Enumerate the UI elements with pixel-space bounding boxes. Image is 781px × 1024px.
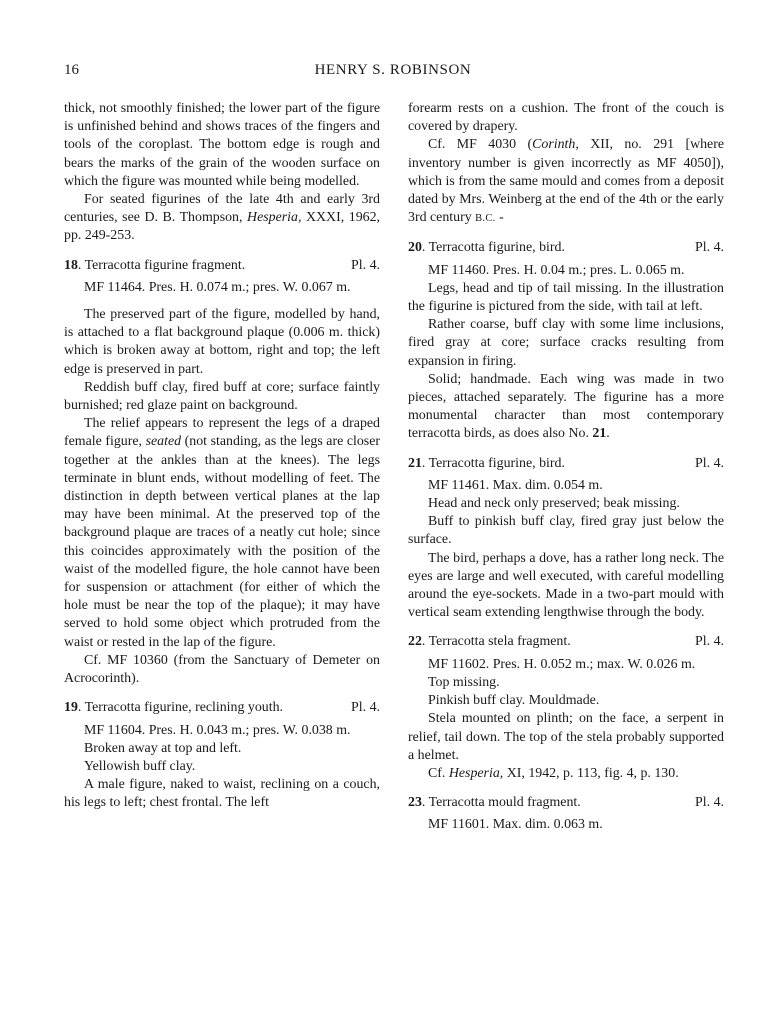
catalogue-heading-21: 21. Terracotta figurine, bird. Pl. 4. xyxy=(408,455,724,473)
page-header xyxy=(64,62,722,86)
catalogue-heading-23: 23. Terracotta mould fragment. Pl. 4. xyxy=(408,794,724,812)
plate-reference: Pl. 4. xyxy=(695,240,724,256)
entry-number: 22 xyxy=(408,634,422,650)
paragraph: The bird, perhaps a dove, has a rather long neck. The eyes are large and well executed, with careful modelling around the eye-sockets. Made in a two-part mould with vertical seam extending lengthwise through the body. xyxy=(408,550,724,621)
paragraph: Legs, head and tip of tail missing. In the illustration the figurine is pictured from the side, with tail at left. xyxy=(408,280,724,315)
paragraph: The preserved part of the figure, modelled by hand, is attached to a flat background plaque (0.006 m. thick) which is broken away at bottom, right and top; the left edge is preserved in part. xyxy=(64,307,380,377)
catalogue-heading-18: 18. Terracotta figurine fragment. Pl. 4. xyxy=(64,257,380,275)
catalogue-heading-20: 20. Terracotta figurine, bird. Pl. 4. xyxy=(408,239,724,257)
inventory-line: MF 11601. Max. dim. 0.063 m. xyxy=(428,817,603,833)
paragraph: Top missing. xyxy=(428,674,500,690)
inventory-line: MF 11602. Pres. H. 0.052 m.; max. W. 0.026 m. xyxy=(428,656,696,672)
entry-number: 18 xyxy=(64,257,78,273)
inventory-line: MF 11461. Max. dim. 0.054 m. xyxy=(428,477,603,493)
inventory-line: MF 11464. Pres. H. 0.074 m.; pres. W. 0.067 m. xyxy=(84,279,351,295)
cross-reference: Cf. MF 4030 (Corinth, XII, no. 291 [where inventory number is given incorrectly as MF 4050]), which is from the same mould and comes from a deposit dated by Mrs. Weinberg at the end of the 4th or the early 3rd century B.C. - xyxy=(408,137,725,226)
left-column xyxy=(64,100,380,813)
cross-reference: Cf. Hesperia, XI, 1942, p. 113, fig. 4, p. 130. xyxy=(428,765,679,781)
paragraph: thick, not smoothly finished; the lower part of the figure is unfinished behind and shows traces of the fingers and tools of the coroplast. The bottom edge is rough and bears the marks of the grain of the wooden surface on which the figure was mounted while being modelled. xyxy=(64,101,380,189)
plate-reference: Pl. 4. xyxy=(695,634,724,650)
catalogue-heading-19: 19. Terracotta figurine, reclining youth. Pl. 4. xyxy=(64,699,380,717)
plate-reference: Pl. 4. xyxy=(351,257,380,273)
inventory-line: MF 11460. Pres. H. 0.04 m.; pres. L. 0.065 m. xyxy=(428,262,685,278)
plate-reference: Pl. 4. xyxy=(695,795,724,811)
paragraph: Pinkish buff clay. Mouldmade. xyxy=(428,693,600,709)
paragraph: Head and neck only preserved; beak missing. xyxy=(428,496,680,512)
inventory-line: MF 11604. Pres. H. 0.043 m.; pres. W. 0.038 m. xyxy=(84,722,351,738)
paragraph: Solid; handmade. Each wing was made in two pieces, attached separately. The figurine has a more monumental character than most contemporary terracotta birds, as does also No. 21. xyxy=(408,371,724,442)
catalogue-heading-22: 22. Terracotta stela fragment. Pl. 4. xyxy=(408,633,724,651)
paragraph: Yellowish buff clay. xyxy=(84,758,196,774)
paragraph: A male figure, naked to waist, reclining on a couch, his legs to left; chest frontal. The left xyxy=(64,777,380,811)
paragraph: For seated figurines of the late 4th and early 3rd centuries, see D. B. Thompson, Hesperia, XXXI, 1962, pp. 249-253. xyxy=(64,192,380,244)
entry-number: 23 xyxy=(408,795,422,811)
paragraph: Stela mounted on plinth; on the face, a serpent in relief, tail down. The top of the stela probably supported a helmet. xyxy=(408,711,724,763)
plate-reference: Pl. 4. xyxy=(351,700,380,716)
paragraph: Reddish buff clay, fired buff at core; surface faintly burnished; red glaze paint on background. xyxy=(64,379,380,414)
paragraph: Rather coarse, buff clay with some lime inclusions, fired gray at core; surface cracks resulting from expansion in firing. xyxy=(408,317,724,369)
paragraph: forearm rests on a cushion. The front of the couch is covered by drapery. xyxy=(408,101,724,135)
paragraph: The relief appears to represent the legs of a draped female figure, seated (not standing, as the legs are closer together at the ankles than at the knees). The legs terminate in blunt ends, without modelling of feet. The distinction in depth between vertical planes at the lap may have been minimal. At the preserved top of the background plaque are traces of a neatly cut hole; since this coincides approximately with the position of the waist of the modelled figure, the hole cannot have been for suspension or attachment (for either of which the hole must be near the top of the plaque); it may have served to hold some object which protruded from the waist or rested in the lap of the figure. xyxy=(64,416,380,650)
cross-reference: Cf. MF 10360 (from the Sanctuary of Demeter on Acrocorinth). xyxy=(64,652,380,687)
entry-number: 19 xyxy=(64,700,78,716)
paragraph: Buff to pinkish buff clay, fired gray just below the surface. xyxy=(408,514,724,548)
page-number: 16 xyxy=(64,62,79,78)
plate-reference: Pl. 4. xyxy=(695,455,724,471)
entry-number: 20 xyxy=(408,240,422,256)
right-column xyxy=(408,100,724,835)
paragraph: Broken away at top and left. xyxy=(84,740,242,756)
running-head: HENRY S. ROBINSON xyxy=(314,62,472,78)
entry-number: 21 xyxy=(408,455,422,471)
